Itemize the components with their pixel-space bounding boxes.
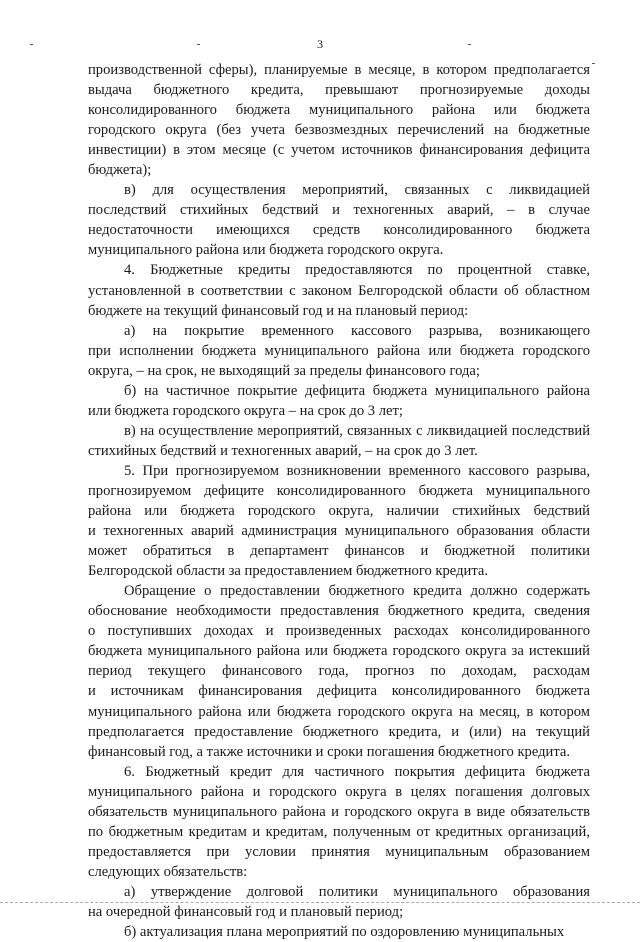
text-line: последствий стихийных бедствий и техногенных аварий, – в случае bbox=[88, 202, 590, 219]
text-line: недостаточности имеющихся средств консолидированного бюджета bbox=[88, 222, 590, 239]
text-line: следующих обязательств: bbox=[88, 863, 248, 880]
paragraph bbox=[88, 922, 590, 942]
text-line: выдача бюджетного кредита, превышают прогнозируемые доходы bbox=[88, 82, 590, 99]
text-line: бюджете на текущий финансовый год и на плановый период: bbox=[88, 302, 469, 319]
paragraph bbox=[88, 461, 590, 581]
text-line: муниципального района или бюджета городского округа. bbox=[88, 242, 444, 259]
text-line: округа, – на срок, не выходящий за пределы финансового года; bbox=[88, 362, 480, 379]
scan-speck bbox=[468, 44, 471, 45]
text-line: 6. Бюджетный кредит для частичного покрытия дефицита бюджета bbox=[124, 763, 590, 780]
paragraph bbox=[88, 60, 590, 180]
text-line: предполагается предоставление бюджетного кредита, и (или) на текущий bbox=[88, 723, 590, 740]
text-line: консолидированного бюджета муниципального района или бюджета bbox=[88, 102, 590, 119]
paragraph bbox=[88, 180, 590, 260]
text-line: муниципального района или бюджета городского округа на месяц, в котором bbox=[88, 703, 590, 720]
text-line: в) для осуществления мероприятий, связанных с ликвидацией bbox=[124, 182, 590, 199]
text-line: стихийных бедствий и техногенных аварий, – на срок до 3 лет. bbox=[88, 442, 478, 459]
text-line: период текущего финансового года, прогноз по доходам, расходам bbox=[88, 663, 590, 680]
text-line: обязательств муниципального района и городского округа в виде обязательств bbox=[88, 803, 590, 820]
text-line: предоставляется при условии принятия муниципальным образованием bbox=[88, 843, 590, 860]
text-line: а) утверждение долговой политики муниципального образования bbox=[124, 883, 590, 900]
text-line: по бюджетным кредитам и кредитам, полученным от кредитных организаций, bbox=[88, 823, 590, 840]
text-line: при исполнении бюджета муниципального района или бюджета городского bbox=[88, 342, 590, 359]
text-line: Обращение о предоставлении бюджетного кредита должно содержать bbox=[124, 583, 590, 600]
text-line: а) на покрытие временного кассового разрыва, возникающего bbox=[124, 322, 590, 339]
text-line: района или бюджета городского округа, наличии стихийных бедствий bbox=[88, 503, 590, 520]
scan-speck bbox=[592, 63, 595, 64]
text-line: б) актуализация плана мероприятий по оздоровлению муниципальных bbox=[124, 924, 565, 941]
text-line: б) на частичное покрытие дефицита бюджета муниципального района bbox=[124, 382, 590, 399]
text-line: инвестиции) в этом месяце (с учетом источников финансирования дефицита bbox=[88, 142, 590, 159]
text-line: прогнозируемом дефиците консолидированного бюджета муниципального bbox=[88, 482, 590, 499]
text-line: установленной в соответствии с законом Белгородской области об областном bbox=[88, 282, 590, 299]
paragraph bbox=[88, 421, 590, 461]
text-line: 5. При прогнозируемом возникновении временного кассового разрыва, bbox=[124, 462, 590, 479]
document-body bbox=[88, 60, 590, 942]
text-line: муниципального района и городского округа в целях погашения долговых bbox=[88, 783, 590, 800]
text-line: и техногенных аварий администрация муниципального образования области bbox=[88, 523, 590, 540]
text-line: 4. Бюджетные кредиты предоставляются по процентной ставке, bbox=[124, 262, 590, 279]
page-number: 3 bbox=[317, 37, 323, 51]
text-line: в) на осуществление мероприятий, связанных с ликвидацией последствий bbox=[124, 422, 590, 439]
scan-speck bbox=[197, 44, 200, 45]
text-line: или бюджета городского округа – на срок до 3 лет; bbox=[88, 402, 403, 419]
text-line: обоснование необходимости предоставления бюджетного кредита, сведения bbox=[88, 603, 590, 620]
text-line: бюджета муниципального района или бюджета городского округа за истекший bbox=[88, 643, 590, 660]
text-line: финансовый год, а также источники и сроки погашения бюджетного кредита. bbox=[88, 743, 571, 760]
text-line: Белгородской области за предоставлением бюджетного кредита. bbox=[88, 563, 489, 580]
paragraph bbox=[88, 762, 590, 882]
text-line: о поступивших доходах и произведенных расходах консолидированного bbox=[88, 623, 590, 640]
text-line: и источникам финансирования дефицита консолидированного бюджета bbox=[88, 683, 590, 700]
text-line: на очередной финансовый год и плановый период; bbox=[88, 903, 404, 920]
text-line: может обратиться в департамент финансов и бюджетной политики bbox=[88, 543, 590, 560]
scan-speck bbox=[30, 44, 33, 45]
text-line: городского округа (без учета безвозмездных перечислений на бюджетные bbox=[88, 122, 590, 139]
paragraph bbox=[88, 321, 590, 381]
text-line: бюджета); bbox=[88, 162, 152, 179]
paragraph bbox=[88, 381, 590, 421]
paragraph bbox=[88, 260, 590, 320]
text-line: производственной сферы), планируемые в месяце, в котором предполагается bbox=[88, 62, 590, 78]
paragraph bbox=[88, 581, 590, 761]
